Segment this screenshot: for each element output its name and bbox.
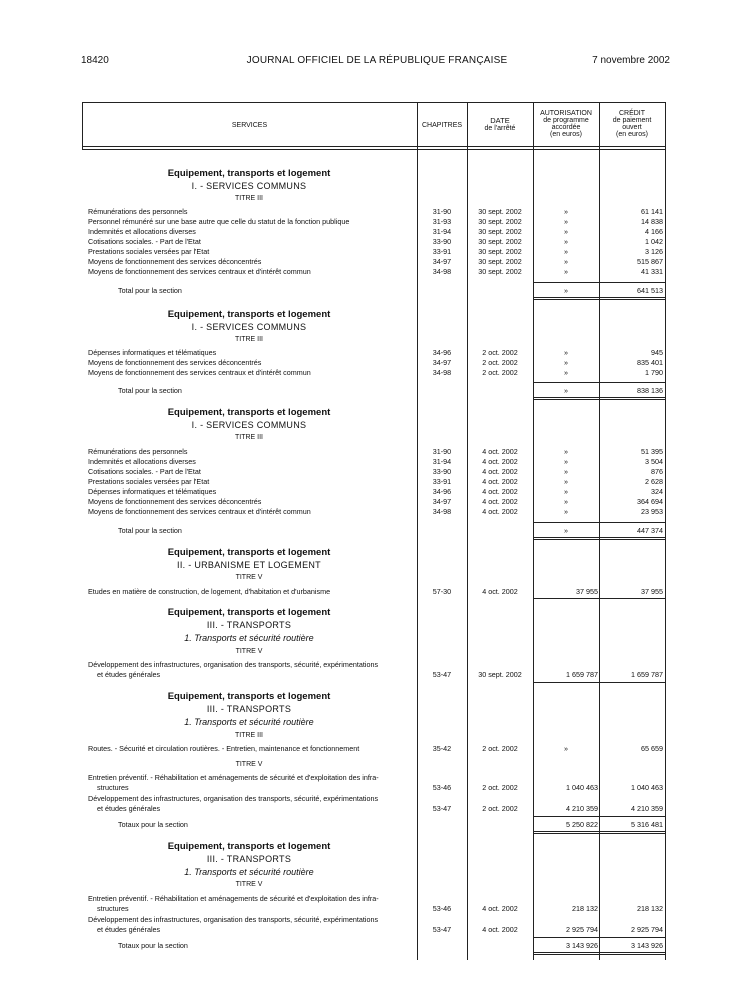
- row-label-cont: et études générales: [97, 804, 161, 813]
- service-heading: II. - URBANISME ET LOGEMENT: [177, 560, 321, 570]
- publication-date: 7 novembre 2002: [592, 55, 670, 66]
- row-date: 4 oct. 2002: [482, 477, 518, 486]
- table-row: [0, 358, 754, 368]
- row-chapitre: 33-90: [432, 467, 452, 476]
- col-header-cp-line1: CRÉDIT: [618, 110, 646, 117]
- row-ap: »: [564, 477, 568, 486]
- titre-heading: TITRE III: [235, 434, 263, 441]
- titre-heading: TITRE V: [235, 881, 263, 888]
- titre-heading: TITRE III: [235, 732, 263, 739]
- row-chapitre: 34-97: [432, 497, 452, 506]
- col-header-cp-line2: de paiement: [612, 117, 652, 124]
- row-date: 4 oct. 2002: [482, 925, 518, 934]
- table-row: [0, 587, 754, 597]
- row-cp: 945: [651, 348, 663, 357]
- row-cp: 4 210 359: [631, 804, 663, 813]
- total-row: [0, 941, 754, 951]
- row-label: Développement des infrastructures, organisation des transports, sécurité, expérimentations: [88, 915, 379, 924]
- total-rule: [533, 399, 665, 400]
- row-date: 30 sept. 2002: [478, 267, 522, 276]
- row-ap: »: [564, 744, 568, 753]
- table-row: [0, 257, 754, 267]
- ministry-heading: Equipement, transports et logement: [167, 691, 331, 702]
- row-label: Entretien préventif. - Réhabilitation et aménagements de sécurité et d'exploitation des infra-: [88, 894, 379, 903]
- row-cp: 876: [651, 467, 663, 476]
- titre-heading: TITRE III: [235, 195, 263, 202]
- row-date: 2 oct. 2002: [482, 783, 518, 792]
- amount-rule: [533, 682, 665, 683]
- table-row: [0, 783, 754, 793]
- amount-rule: [533, 598, 665, 599]
- row-ap: »: [564, 247, 568, 256]
- service-heading: III. - TRANSPORTS: [206, 620, 292, 630]
- total-rule: [533, 297, 665, 298]
- ministry-heading: Equipement, transports et logement: [167, 841, 331, 852]
- titre-heading: TITRE V: [235, 574, 263, 581]
- total-row: [0, 286, 754, 296]
- total-ap: »: [564, 526, 568, 535]
- row-ap: 4 210 359: [566, 804, 598, 813]
- row-label: Cotisations sociales. - Part de l'Etat: [88, 237, 201, 246]
- row-label: Indemnités et allocations diverses: [88, 457, 196, 466]
- row-cp: 2 628: [645, 477, 663, 486]
- row-ap: 1 659 787: [566, 670, 598, 679]
- service-heading: I. - SERVICES COMMUNS: [191, 420, 307, 430]
- row-label: Moyens de fonctionnement des services centraux et d'intérêt commun: [88, 267, 311, 276]
- service-heading: III. - TRANSPORTS: [206, 854, 292, 864]
- total-cp: 838 136: [637, 386, 663, 395]
- total-ap: 3 143 926: [566, 941, 598, 950]
- row-chapitre: 31-90: [432, 447, 452, 456]
- row-ap: »: [564, 207, 568, 216]
- total-rule: [533, 397, 665, 398]
- table-row: [0, 507, 754, 517]
- row-date: 2 oct. 2002: [482, 744, 518, 753]
- row-cp: 51 395: [641, 447, 663, 456]
- row-date: 4 oct. 2002: [482, 507, 518, 516]
- row-date: 4 oct. 2002: [482, 467, 518, 476]
- row-date: 4 oct. 2002: [482, 447, 518, 456]
- row-chapitre: 31-90: [432, 207, 452, 216]
- row-label-cont: structures: [97, 783, 129, 792]
- total-rule: [533, 522, 665, 523]
- table-row: [0, 267, 754, 277]
- row-label: Routes. - Sécurité et circulation routières. - Entretien, maintenance et fonctionnement: [88, 744, 360, 753]
- table-row: [0, 207, 754, 217]
- row-ap: »: [564, 267, 568, 276]
- table-row: [0, 467, 754, 477]
- subservice-heading: 1. Transports et sécurité routière: [184, 633, 314, 643]
- row-chapitre: 33-90: [432, 237, 452, 246]
- titre-heading: TITRE III: [235, 336, 263, 343]
- row-date: 30 sept. 2002: [478, 207, 522, 216]
- total-rule: [533, 537, 665, 538]
- col-header-chapitres: CHAPITRES: [421, 122, 463, 129]
- row-label: Moyens de fonctionnement des services déconcentrés: [88, 257, 262, 266]
- row-date: 4 oct. 2002: [482, 497, 518, 506]
- header-rule-double: [82, 149, 665, 150]
- row-ap: »: [564, 447, 568, 456]
- col-header-cp-line3: ouvert: [622, 124, 642, 131]
- row-ap: 1 040 463: [566, 783, 598, 792]
- row-label-cont: structures: [97, 904, 129, 913]
- row-ap: »: [564, 237, 568, 246]
- total-ap: »: [564, 286, 568, 295]
- row-chapitre: 33-91: [432, 247, 452, 256]
- row-chapitre: 34-98: [432, 507, 452, 516]
- row-label: Prestations sociales versées par l'Etat: [88, 247, 210, 256]
- row-cp: 4 166: [645, 227, 663, 236]
- row-label: Moyens de fonctionnement des services déconcentrés: [88, 358, 262, 367]
- row-cp: 2 925 794: [631, 925, 663, 934]
- row-date: 30 sept. 2002: [478, 670, 522, 679]
- row-label: Moyens de fonctionnement des services centraux et d'intérêt commun: [88, 368, 311, 377]
- row-label: Indemnités et allocations diverses: [88, 227, 196, 236]
- total-rule: [533, 952, 665, 953]
- row-date: 30 sept. 2002: [478, 227, 522, 236]
- row-date: 4 oct. 2002: [482, 904, 518, 913]
- row-label: Etudes en matière de construction, de logement, d'habitation et d'urbanisme: [88, 587, 331, 596]
- row-label: Cotisations sociales. - Part de l'Etat: [88, 467, 201, 476]
- page-number: 18420: [81, 55, 109, 66]
- col-header-ap-line2: de programme: [543, 117, 589, 124]
- row-chapitre: 34-96: [432, 487, 452, 496]
- total-row: [0, 386, 754, 396]
- row-cp: 41 331: [641, 267, 663, 276]
- total-label: Total pour la section: [118, 386, 182, 395]
- total-label: Total pour la section: [118, 286, 182, 295]
- row-chapitre: 57-30: [432, 587, 452, 596]
- row-label: Prestations sociales versées par l'Etat: [88, 477, 210, 486]
- ministry-heading: Equipement, transports et logement: [167, 607, 331, 618]
- row-ap: 37 955: [576, 587, 598, 596]
- total-rule: [533, 539, 665, 540]
- table-row: [0, 904, 754, 914]
- table-row: [0, 217, 754, 227]
- total-row: [0, 820, 754, 830]
- row-date: 30 sept. 2002: [478, 257, 522, 266]
- row-label: Dépenses informatiques et télématiques: [88, 487, 217, 496]
- table-row: [0, 247, 754, 257]
- service-heading: I. - SERVICES COMMUNS: [191, 322, 307, 332]
- table-row: [0, 368, 754, 378]
- total-rule: [533, 382, 665, 383]
- row-cp: 1 042: [645, 237, 663, 246]
- row-cp: 37 955: [641, 587, 663, 596]
- row-cp: 65 659: [641, 744, 663, 753]
- row-label: Développement des infrastructures, organisation des transports, sécurité, expérimentations: [88, 660, 379, 669]
- row-date: 2 oct. 2002: [482, 348, 518, 357]
- journal-title: JOURNAL OFFICIEL DE LA RÉPUBLIQUE FRANÇAISE: [246, 55, 508, 66]
- row-chapitre: 31-94: [432, 227, 452, 236]
- row-chapitre: 33-91: [432, 477, 452, 486]
- row-ap: »: [564, 358, 568, 367]
- row-date: 2 oct. 2002: [482, 804, 518, 813]
- row-label: Entretien préventif. - Réhabilitation et aménagements de sécurité et d'exploitation des infra-: [88, 773, 379, 782]
- total-rule: [533, 282, 665, 283]
- table-row: [0, 804, 754, 814]
- row-label: Personnel rémunéré sur une base autre que celle du statut de la fonction publique: [88, 217, 350, 226]
- table-row: [0, 487, 754, 497]
- total-rule: [533, 833, 665, 834]
- service-heading: I. - SERVICES COMMUNS: [191, 181, 307, 191]
- row-label: Dépenses informatiques et télématiques: [88, 348, 217, 357]
- total-row: [0, 526, 754, 536]
- table-row: [0, 227, 754, 237]
- row-chapitre: 34-96: [432, 348, 452, 357]
- row-chapitre: 53-46: [432, 783, 452, 792]
- row-ap: 2 925 794: [566, 925, 598, 934]
- row-cp: 515 867: [637, 257, 663, 266]
- table-row: [0, 744, 754, 754]
- row-chapitre: 31-94: [432, 457, 452, 466]
- col-header-services: SERVICES: [231, 122, 268, 129]
- total-ap: »: [564, 386, 568, 395]
- row-ap: »: [564, 457, 568, 466]
- table-row: [0, 237, 754, 247]
- table-row-line1: [0, 794, 754, 804]
- row-label: Moyens de fonctionnement des services centraux et d'intérêt commun: [88, 507, 311, 516]
- table-row: [0, 477, 754, 487]
- row-cp: 14 838: [641, 217, 663, 226]
- table-row: [0, 925, 754, 935]
- row-ap: »: [564, 487, 568, 496]
- service-heading: III. - TRANSPORTS: [206, 704, 292, 714]
- col-header-ap-line3: accordée: [551, 124, 581, 131]
- row-cp: 324: [651, 487, 663, 496]
- table-row: [0, 447, 754, 457]
- ministry-heading: Equipement, transports et logement: [167, 168, 331, 179]
- table-top-border: [82, 102, 665, 103]
- row-chapitre: 53-47: [432, 925, 452, 934]
- row-label: Moyens de fonctionnement des services déconcentrés: [88, 497, 262, 506]
- row-chapitre: 34-97: [432, 358, 452, 367]
- table-row-line1: [0, 915, 754, 925]
- row-chapitre: 34-98: [432, 368, 452, 377]
- row-ap: »: [564, 217, 568, 226]
- header-rule: [82, 146, 665, 147]
- row-date: 4 oct. 2002: [482, 587, 518, 596]
- total-cp: 447 374: [637, 526, 663, 535]
- row-ap: 218 132: [572, 904, 598, 913]
- row-cp: 3 504: [645, 457, 663, 466]
- table-row-line1: [0, 894, 754, 904]
- row-chapitre: 31-93: [432, 217, 452, 226]
- row-cp: 1 790: [645, 368, 663, 377]
- row-date: 30 sept. 2002: [478, 247, 522, 256]
- row-chapitre: 53-47: [432, 804, 452, 813]
- row-ap: »: [564, 227, 568, 236]
- row-date: 2 oct. 2002: [482, 368, 518, 377]
- table-row: [0, 497, 754, 507]
- table-row: [0, 348, 754, 358]
- col-header-ap-line4: (en euros): [550, 131, 582, 138]
- total-rule: [533, 816, 665, 817]
- table-row: [0, 670, 754, 680]
- row-cp: 835 401: [637, 358, 663, 367]
- row-date: 2 oct. 2002: [482, 358, 518, 367]
- row-label: Développement des infrastructures, organisation des transports, sécurité, expérimentations: [88, 794, 379, 803]
- total-label: Totaux pour la section: [118, 941, 188, 950]
- total-cp: 5 316 481: [631, 820, 663, 829]
- row-chapitre: 34-98: [432, 267, 452, 276]
- total-label: Totaux pour la section: [118, 820, 188, 829]
- row-date: 30 sept. 2002: [478, 237, 522, 246]
- col-header-ap-line1: AUTORISATION: [540, 110, 592, 117]
- row-chapitre: 53-47: [432, 670, 452, 679]
- row-ap: »: [564, 497, 568, 506]
- row-label-cont: et études générales: [97, 670, 161, 679]
- row-cp: 1 659 787: [631, 670, 663, 679]
- row-ap: »: [564, 507, 568, 516]
- ministry-heading: Equipement, transports et logement: [167, 309, 331, 320]
- row-date: 30 sept. 2002: [478, 217, 522, 226]
- row-cp: 364 694: [637, 497, 663, 506]
- subservice-heading: 1. Transports et sécurité routière: [184, 867, 314, 877]
- ministry-heading: Equipement, transports et logement: [167, 547, 331, 558]
- titre-heading: TITRE V: [235, 648, 263, 655]
- titre-heading: TITRE V: [235, 761, 263, 768]
- total-rule: [533, 299, 665, 300]
- total-ap: 5 250 822: [566, 820, 598, 829]
- row-cp: 61 141: [641, 207, 663, 216]
- col-header-date-line1: DATE: [490, 116, 510, 125]
- row-label: Rémunérations des personnels: [88, 447, 188, 456]
- row-date: 4 oct. 2002: [482, 457, 518, 466]
- ministry-heading: Equipement, transports et logement: [167, 407, 331, 418]
- row-cp: 3 126: [645, 247, 663, 256]
- table-row-line1: [0, 773, 754, 783]
- row-date: 4 oct. 2002: [482, 487, 518, 496]
- total-cp: 3 143 926: [631, 941, 663, 950]
- col-header-cp-line4: (en euros): [616, 131, 648, 138]
- total-cp: 641 513: [637, 286, 663, 295]
- total-rule: [533, 954, 665, 955]
- row-label-cont: et études générales: [97, 925, 161, 934]
- row-ap: »: [564, 257, 568, 266]
- col-header-date-line2: de l'arrêté: [484, 125, 516, 132]
- table-row: [0, 457, 754, 467]
- total-label: Total pour la section: [118, 526, 182, 535]
- table-row-line1: [0, 660, 754, 670]
- total-rule: [533, 831, 665, 832]
- row-chapitre: 53-46: [432, 904, 452, 913]
- row-label: Rémunérations des personnels: [88, 207, 188, 216]
- total-rule: [533, 937, 665, 938]
- row-cp: 23 953: [641, 507, 663, 516]
- row-chapitre: 35-42: [432, 744, 452, 753]
- row-chapitre: 34-97: [432, 257, 452, 266]
- row-cp: 1 040 463: [631, 783, 663, 792]
- row-ap: »: [564, 467, 568, 476]
- row-cp: 218 132: [637, 904, 663, 913]
- subservice-heading: 1. Transports et sécurité routière: [184, 717, 314, 727]
- row-ap: »: [564, 368, 568, 377]
- row-ap: »: [564, 348, 568, 357]
